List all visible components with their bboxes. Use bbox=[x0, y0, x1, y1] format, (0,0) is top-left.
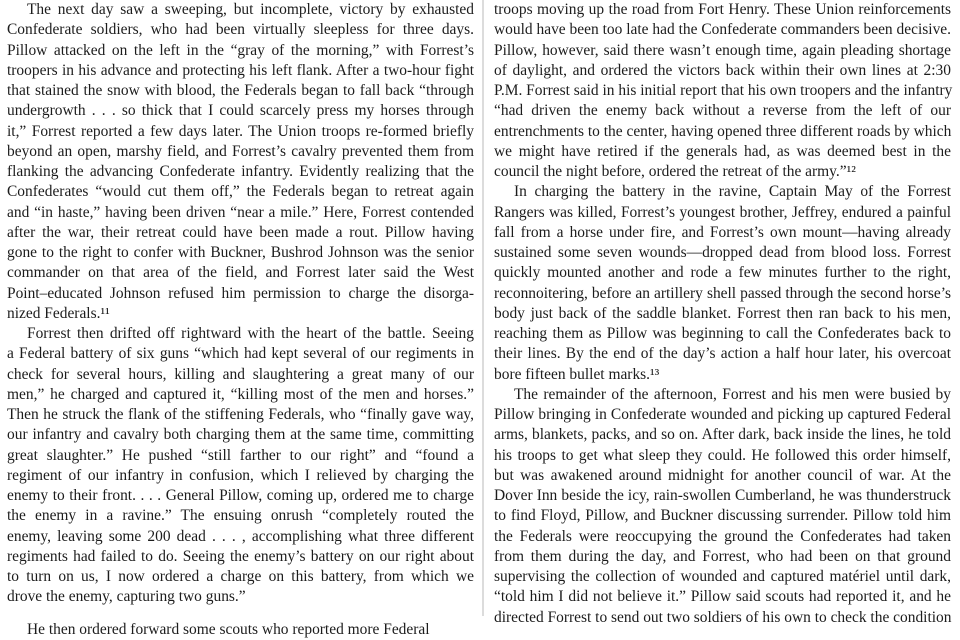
right-column bbox=[494, 0, 951, 628]
text-line: sustained some seven wounds—dropped dead from blood loss. Forrest bbox=[494, 244, 951, 261]
text-line: enemy to their front. . . . General Pillow, coming up, ordered me to charge bbox=[7, 487, 474, 504]
text-line: the Federals were reoccupying the ground the Confederates had taken bbox=[494, 527, 951, 545]
text-line: Then he struck the flank of the stiffening Federals, who “finally gave way, bbox=[7, 406, 474, 423]
paragraph bbox=[494, 182, 951, 385]
text-line: to turn on us, I now ordered a charge on this battery, from which we bbox=[7, 568, 474, 585]
text-line: drove the enemy, capturing two guns.” bbox=[7, 588, 246, 606]
text-line: In charging the battery in the ravine, Captain May of the Forrest bbox=[514, 183, 951, 201]
text-line: nized Federals.¹¹ bbox=[7, 304, 110, 322]
text-line: Confederate soldiers, who had been virtually sleepless for three days. bbox=[7, 21, 474, 39]
text-line: enemy, leaving some 200 dead . . . , accomplishing what three different bbox=[7, 527, 474, 545]
text-line: entrenchments to the center, having opened three different roads by which bbox=[494, 122, 952, 140]
text-line: but was awakened around midnight for another council of war. At the bbox=[494, 466, 951, 484]
text-line: Rangers was killed, Forrest’s youngest brother, Jeffrey, endured a painful bbox=[494, 203, 951, 221]
text-line: fall from a horse under fire, and Forrest’s own mount—having already bbox=[494, 223, 951, 241]
text-line: reconnoitering, before an artillery shell passed through the second horse’s bbox=[494, 284, 951, 302]
text-line: gone to the right to confer with Buckner, Bushrod Johnson was the senior bbox=[7, 244, 474, 261]
text-line: The remainder of the afternoon, Forrest and his men were busied by bbox=[514, 385, 951, 403]
text-line: the enemy in a ravine.” The ensuing onrush “completely routed the bbox=[7, 507, 474, 525]
section-gap bbox=[7, 608, 474, 620]
text-line: would have been too late had the Confederate commanders been decisive. bbox=[494, 21, 951, 39]
text-line: troops moving up the road from Fort Henry. These Union reinforcements bbox=[494, 1, 951, 18]
text-line: Point–educated Johnson refused him permission to charge the disorga- bbox=[7, 284, 474, 302]
left-column bbox=[7, 0, 474, 640]
text-line: regiment of our infantry in confusion, which I relieved by charging the bbox=[7, 466, 474, 484]
text-line: Confederates “would cut them off,” the Federals began to retreat again bbox=[7, 183, 474, 201]
text-line: undergrowth . . . so thick that I could scarcely press my horses through bbox=[7, 102, 474, 120]
text-line: our infantry and cavalry both charging them at the same time, committing bbox=[7, 426, 474, 444]
text-line: council the night before, ordered the retreat of the army.”¹² bbox=[494, 163, 856, 180]
gutter-divider bbox=[482, 0, 484, 616]
text-line: He then ordered forward some scouts who reported more Federal bbox=[27, 620, 430, 638]
paragraph bbox=[7, 324, 474, 608]
text-line: Dover Inn beside the icy, rain-swollen Cumberland, he was thunderstruck bbox=[494, 487, 951, 504]
text-line: supervising the collection of wounded and captured matériel until dark, bbox=[494, 568, 951, 585]
text-line: reaching them as Pillow was beginning to call the Confederates back to bbox=[494, 325, 951, 342]
text-line: that stained the snow with blood, the Federals began to fall back “through bbox=[7, 82, 474, 99]
text-line: troopers in his advance and protecting his left flank. After a two-hour fight bbox=[7, 61, 474, 79]
text-line: bore fifteen bullet marks.¹³ bbox=[494, 365, 660, 383]
text-line: after the war, their retreat could have been made a rout. Pillow having bbox=[7, 223, 474, 241]
text-line: their lines. By the end of the day’s action a half hour later, his overcoat bbox=[494, 345, 951, 363]
text-line: quickly mounted another and rode a few minutes further to the right, bbox=[494, 264, 951, 282]
text-line: his troops to get what sleep they could. He followed this order himself, bbox=[494, 446, 951, 464]
text-line: a Federal battery of six guns “which had kept several of our regiments in bbox=[7, 345, 474, 363]
text-line: directed Forrest to send out two soldiers of his own to check the condition bbox=[494, 608, 952, 626]
text-line: great slaughter.” He pushed “still farther to our right” and “found a bbox=[7, 446, 474, 464]
paragraph bbox=[494, 385, 951, 628]
text-line: it,” Forrest reported a few days later. The Union troops re-formed briefly bbox=[7, 122, 474, 140]
text-line: “told him I did not believe it.” Pillow said scouts had reported it, and he bbox=[494, 588, 951, 606]
text-line: body just back of the saddle blanket. Forrest then ran back to his men, bbox=[494, 304, 951, 322]
text-line: from them during the day, and Forrest, who had been on that ground bbox=[494, 547, 951, 565]
text-line: to find Floyd, Pillow, and Buckner discussing surrender. Pillow told him bbox=[494, 507, 951, 525]
text-line: The next day saw a sweeping, but incomplete, victory by exhausted bbox=[27, 1, 474, 18]
text-line: check for several hours, killing and slaughtering a great many of our bbox=[7, 365, 474, 383]
text-line: Forrest then drifted off rightward with the heart of the battle. Seeing bbox=[27, 325, 474, 342]
text-line: regiments had failed to do. Seeing the enemy’s battery on our right about bbox=[7, 547, 474, 565]
text-line: Pillow attacked on the left in the “gray of the morning,” with Forrest’s bbox=[7, 41, 474, 59]
text-line: men,” he charged and captured it, “killing most of the men and horses.” bbox=[7, 385, 474, 403]
text-line: of daylight, and ordered the victors back within their own lines at 2:30 bbox=[494, 61, 951, 79]
text-line: commander on that area of the field, and Forrest later said the West bbox=[7, 264, 474, 282]
text-line: we might have retired if the generals had, as was deemed best in the bbox=[494, 142, 951, 160]
text-line: Pillow, however, said there wasn’t enough time, again pleading shortage bbox=[494, 41, 951, 59]
text-line: Pillow bringing in Confederate wounded and picking up captured Federal bbox=[494, 406, 951, 423]
text-line: beyond an open, marshy field, and Forrest’s cavalry prevented them from bbox=[7, 142, 474, 160]
text-line: P.M. Forrest said in his initial report that his own troopers and the infantry bbox=[494, 82, 953, 99]
paragraph bbox=[494, 0, 951, 182]
paragraph bbox=[7, 620, 474, 640]
text-line: flanking the advancing Confederate infantry. Evidently realizing that the bbox=[7, 163, 474, 180]
text-line: and “in haste,” having been driven “near a mile.” Here, Forrest contended bbox=[7, 203, 474, 221]
paragraph bbox=[7, 0, 474, 324]
text-line: arms, blankets, packs, and so on. After dark, back inside the lines, he told bbox=[494, 426, 951, 444]
text-line: “had driven the enemy back without a reverse from the left of our bbox=[494, 102, 951, 120]
